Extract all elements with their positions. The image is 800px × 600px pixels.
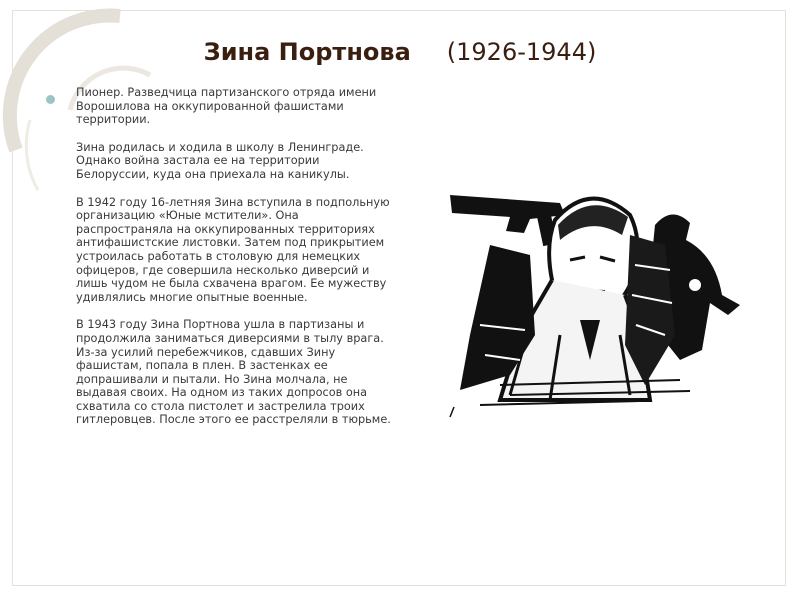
paragraph-1942: В 1942 году 16-летняя Зина вступила в подпольную организацию «Юные мстители». Она распространяла на оккупированных территориях антифашистские листовки. Затем под прикрытием устроилась работать в столовую для немецких офицеров, где совершила несколько диверсий и лишь чудом не была схвачена врагом. Ее мужеству удивлялись многие опытные военные. bbox=[76, 195, 390, 304]
paragraph-childhood: Зина родилась и ходила в школу в Ленинграде. Однако война застала ее на территории Белоруссии, куда она приехала на каникулы. bbox=[76, 140, 364, 181]
bullet-icon bbox=[46, 95, 55, 104]
body-text bbox=[76, 86, 396, 441]
title-name: Зина Портнова bbox=[203, 38, 411, 66]
paragraph-intro: Пионер. Разведчица партизанского отряда имени Ворошилова на оккупированной фашистами территории. bbox=[76, 86, 377, 127]
title-years: (1926-1944) bbox=[446, 38, 597, 66]
slide-title bbox=[0, 38, 800, 66]
portrait-illustration bbox=[440, 185, 750, 420]
soldiers-silhouette bbox=[625, 214, 740, 385]
pistol-icon bbox=[450, 195, 565, 246]
paragraph-1943: В 1943 году Зина Портнова ушла в партизаны и продолжила заниматься диверсиями в тылу врага. Из-за усилий перебежчиков, сдавших Зину фашистам, попала в плен. В застенках ее допрашивали и пытали. Но Зина молчала, не выдавая своих. На одном из таких допросов она схватила со стола пистолет и застрелила троих гитлеровцев. После этого ее расстреляли в тюрьме. bbox=[76, 318, 391, 427]
